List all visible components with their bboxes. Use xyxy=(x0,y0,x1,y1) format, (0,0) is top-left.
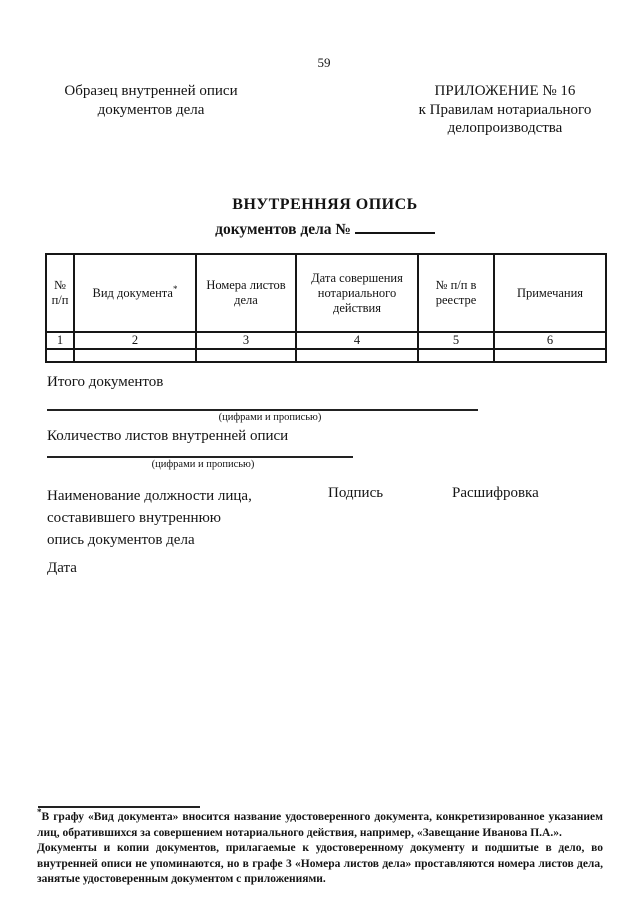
table-empty-row xyxy=(46,349,606,362)
empty-cell xyxy=(494,349,606,362)
footnote-separator xyxy=(38,806,200,808)
table-header-row xyxy=(46,254,606,332)
document-title-sub xyxy=(45,219,605,239)
inventory-table xyxy=(45,253,607,363)
column-number-6: 6 xyxy=(494,332,606,349)
document-title-sub-text: документов дела № xyxy=(215,221,351,238)
footnote-paragraph-2: Документы и копии документов, прилагаемые к удостоверенному документу и подшитые в дело, во внутренней описи не упоминаются, но в графе 3 «Номера листов дела» проставляются номера листов дела, занятые удостоверенным документом с приложениями. xyxy=(37,842,603,886)
column-number-5: 5 xyxy=(418,332,494,349)
footnote-marker-ref: * xyxy=(172,283,178,294)
col-header-registry-number: № п/п в реестре xyxy=(418,254,494,332)
column-number-3: 3 xyxy=(196,332,296,349)
page-number: 59 xyxy=(317,55,331,70)
official-position-line2: составившего внутреннюю xyxy=(47,510,221,526)
empty-cell xyxy=(418,349,494,362)
appendix-number: ПРИЛОЖЕНИЕ № 16 xyxy=(434,83,576,99)
table-column-number-row xyxy=(46,332,606,349)
col-header-document-type: Вид документа* xyxy=(74,254,196,332)
official-position-line3: опись документов дела xyxy=(47,532,195,548)
case-number-blank xyxy=(355,219,435,234)
col-header-notarial-date: Дата совершения нотариального действия xyxy=(296,254,418,332)
empty-cell xyxy=(46,349,74,362)
header-sample-caption xyxy=(40,82,262,119)
document-title xyxy=(45,196,605,239)
appendix-rules-line2: делопроизводства xyxy=(447,120,563,136)
header-sample-caption-line2: документов дела xyxy=(97,101,205,118)
footnote-marker: * xyxy=(37,807,42,818)
signature-transcript-label: Расшифровка xyxy=(452,485,539,501)
empty-cell xyxy=(74,349,196,362)
header-appendix-caption xyxy=(405,82,605,138)
sheet-count-blank xyxy=(47,456,353,458)
total-documents-label: Итого документов xyxy=(47,374,164,390)
appendix-rules-line1: к Правилам нотариального xyxy=(418,101,592,118)
total-documents-blank xyxy=(47,409,478,411)
footnote-text xyxy=(37,807,603,888)
total-documents-hint: (цифрами и прописью) xyxy=(218,412,322,423)
sheet-count-hint: (цифрами и прописью) xyxy=(151,459,255,470)
sheet-count-label: Количество листов внутренней описи xyxy=(47,428,289,444)
col-header-row-number: № п/п xyxy=(46,254,74,332)
col-header-notes: Примечания xyxy=(494,254,606,332)
footnote-paragraph-1: *В графу «Вид документа» вносится название удостоверенного документа, конкретизированное указанием лиц, обратившихся за совершением нотариального действия, например, «Завещание Иванова П.А.». xyxy=(37,807,603,839)
col-header-sheet-numbers: Номера листов дела xyxy=(196,254,296,332)
column-number-4: 4 xyxy=(296,332,418,349)
column-number-1: 1 xyxy=(46,332,74,349)
header-sample-caption-line1: Образец внутренней описи xyxy=(64,83,238,99)
empty-cell xyxy=(296,349,418,362)
signature-label: Подпись xyxy=(328,485,384,501)
official-position-line1: Наименование должности лица, xyxy=(47,488,252,504)
date-label: Дата xyxy=(47,560,77,576)
document-title-main: ВНУТРЕННЯЯ ОПИСЬ xyxy=(232,196,418,213)
empty-cell xyxy=(196,349,296,362)
official-position-label xyxy=(47,485,287,551)
column-number-2: 2 xyxy=(74,332,196,349)
